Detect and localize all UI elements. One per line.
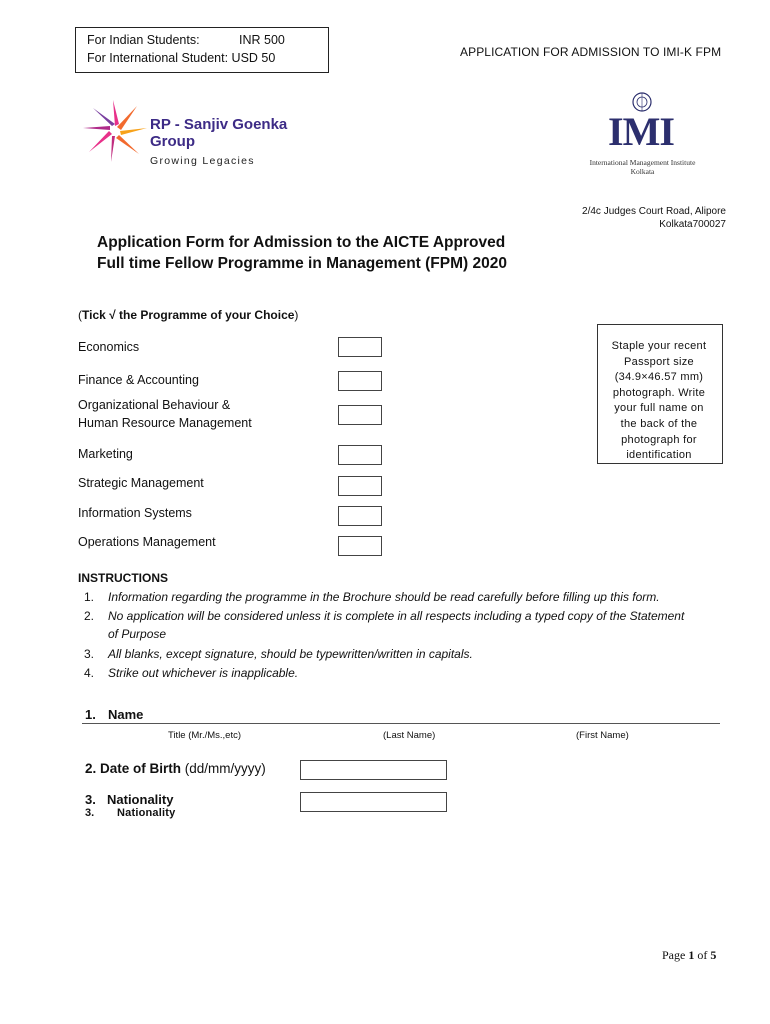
instruction-text: All blanks, except signature, should be typewritten/written in capitals. [108, 647, 473, 661]
fee-indian-value: INR 500 [239, 33, 285, 47]
name-sub-last: (Last Name) [383, 730, 436, 741]
rp-logo-name [150, 116, 287, 150]
programme-label-strategic: Strategic Management [78, 476, 204, 490]
nationality-ghost-label: Nationality [117, 807, 176, 819]
name-section-number: 1. [85, 707, 96, 722]
programme-checkbox-operations[interactable] [338, 536, 382, 556]
rp-name-line1: RP - Sanjiv Goenka [150, 116, 288, 133]
fee-indian-label: For Indian Students: [87, 33, 200, 47]
programme-label-economics: Economics [78, 340, 140, 354]
fee-intl-value: USD 50 [231, 51, 276, 65]
dob-number: 2. [85, 761, 97, 776]
page-total: 5 [710, 948, 717, 962]
photo-line: (34.9×46.57 mm) [614, 371, 704, 384]
name-underline[interactable] [82, 723, 720, 724]
name-sub-first: (First Name) [576, 730, 629, 741]
fee-row-indian [87, 32, 285, 49]
programme-checkbox-finance[interactable] [338, 371, 382, 391]
form-title [97, 232, 507, 274]
nationality-number: 3. [85, 792, 96, 807]
rp-tagline: Growing Legacies [150, 155, 255, 167]
name-sub-title: Title (Mr./Ms.,etc) [168, 730, 242, 741]
imi-sub-line1: International Management Institute [589, 158, 696, 167]
address-line2: Kolkata700027 [659, 219, 726, 230]
page-number [662, 948, 716, 963]
photo-line: your full name on [614, 402, 704, 415]
instructions-title: INSTRUCTIONS [78, 571, 168, 585]
name-section-label: Name [108, 707, 144, 722]
programme-checkbox-strategic[interactable] [338, 476, 382, 496]
page-prefix: Page [662, 948, 689, 962]
nationality-ghost-number: 3. [85, 807, 95, 819]
form-title-line2: Full time Fellow Programme in Management (FPM) 2020 [97, 255, 507, 272]
programme-checkbox-marketing[interactable] [338, 445, 382, 465]
programme-label-information-systems: Information Systems [78, 506, 192, 520]
programme-label-ob-line1: Organizational Behaviour & [78, 398, 231, 412]
fee-intl-label: For International Student: [87, 51, 229, 65]
page-mid: of [694, 948, 711, 962]
photo-line: photograph for [621, 433, 697, 446]
tick-note-close: ) [294, 308, 299, 322]
application-header: APPLICATION FOR ADMISSION TO IMI-K FPM [460, 45, 722, 59]
programme-label-operations: Operations Management [78, 535, 216, 549]
instruction-text: Information regarding the programme in the Brochure should be read carefully before filling up this form. [108, 590, 660, 604]
programme-checkbox-economics[interactable] [338, 337, 382, 357]
page-current: 1 [688, 948, 695, 962]
form-title-line1: Application Form for Admission to the AICTE Approved [97, 234, 506, 251]
instruction-text: of Purpose [108, 627, 167, 641]
instruction-number: 3. [84, 647, 95, 661]
nationality-label: Nationality [107, 792, 174, 807]
dob-field[interactable] [300, 760, 447, 780]
photo-line: Passport size [624, 355, 694, 368]
address-line1: 2/4c Judges Court Road, Alipore [582, 206, 726, 217]
programme-checkbox-ob-hrm[interactable] [338, 405, 382, 425]
programme-label-ob-line2: Human Resource Management [78, 416, 252, 430]
rp-name-line2: Group [150, 133, 195, 150]
programme-label-finance: Finance & Accounting [78, 373, 199, 387]
tick-note-open: ( [78, 308, 82, 322]
fee-box [75, 27, 329, 73]
dob-format: (dd/mm/yyyy) [184, 761, 266, 776]
imi-sub-line2: Kolkata [630, 167, 655, 176]
photo-line: photograph. Write [612, 386, 706, 399]
instruction-number: 1. [84, 590, 95, 604]
imi-logo-subtitle [575, 158, 710, 176]
instruction-number: 2. [84, 609, 95, 623]
programme-checkbox-information-systems[interactable] [338, 506, 382, 526]
tick-note [78, 308, 298, 322]
photo-line: Staple your recent [611, 340, 707, 352]
photo-line: the back of the [620, 417, 698, 430]
fee-row-international [87, 50, 275, 67]
dob-text: Date of Birth [100, 761, 182, 776]
dob-label [85, 761, 266, 776]
imi-logo-text: IMI [608, 109, 674, 154]
nationality-field[interactable] [300, 792, 447, 812]
photo-line: identification [626, 449, 692, 462]
instruction-number: 4. [84, 666, 95, 680]
photo-instructions [601, 339, 717, 464]
instruction-text: No application will be considered unless it is complete in all respects including a typed copy of the Statement [108, 609, 685, 623]
address [540, 205, 726, 231]
tick-note-text: Tick √ the Programme of your Choice [82, 308, 295, 322]
programme-label-marketing: Marketing [78, 447, 133, 461]
instruction-text: Strike out whichever is inapplicable. [108, 666, 299, 680]
